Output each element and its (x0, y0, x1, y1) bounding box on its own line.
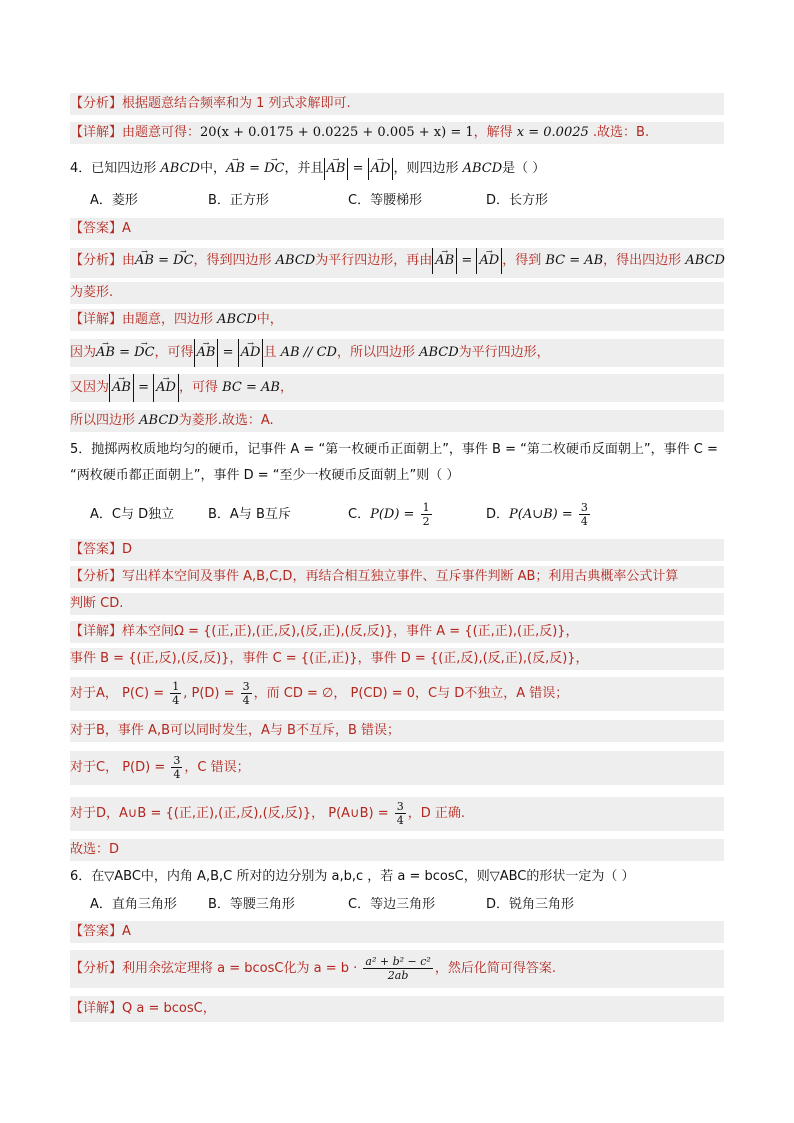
abs-vector-ad: → AD (476, 248, 502, 274)
q4-detail-3b: ，可得 (178, 380, 223, 395)
q3-detail-line (70, 122, 724, 144)
q5-stem-1: 5．抛掷两枚质地均匀的硬币，记事件 A = “第一枚硬币正面朝上”，事件 B = “第二枚硬币反面朝上”，事件 C = (70, 442, 718, 457)
q4-stem-end: 是（ ） (502, 161, 546, 176)
frac-den: 4 (242, 694, 250, 707)
q4-bc-eq-ab: BC = AB (222, 380, 280, 395)
q6-stem: 6．在▽ABC中，内角 A,B,C 所对的边分别为 a,b,c ，若 a = bcosC，则▽ABC的形状一定为（ ） (70, 869, 635, 884)
frac-den: 2ab (387, 969, 409, 982)
analysis-tag: 【分析】 (70, 96, 123, 111)
q4-stem-mid2: ，并且 (284, 161, 324, 176)
q4-quad: ABCD (160, 161, 200, 176)
frac-den: 4 (172, 694, 180, 707)
q5-detail-line4 (70, 720, 724, 742)
q5-detail-1: 样本空间Ω = {(正,正),(正,反),(反,正),(反,反)}，事件 A = {(正,正),(正,反)}， (122, 624, 579, 639)
q4-analysis-3: 为平行四边形，再由 (315, 253, 433, 268)
abs-vector-ad: → AD (153, 374, 179, 402)
q4-quad: ABCD (139, 413, 179, 428)
q4-options (90, 190, 710, 212)
fraction-one-half (421, 501, 432, 528)
q4-detail-2b: ，可得 (154, 345, 194, 360)
q5-option-a[interactable]: A．C与 D独立 (90, 507, 175, 522)
abs-vector-ad: → AD (368, 158, 394, 180)
q5-option-d-pre: D． (486, 507, 510, 522)
frac-den: 4 (396, 814, 404, 827)
q6-option-b[interactable]: B．等腰三角形 (208, 897, 295, 912)
detail-tag: 【详解】 (70, 312, 123, 327)
q5-detail-6a: 对于D，A∪B = {(正,正),(正,反),(反,反)}， P(A∪B) = (70, 806, 393, 821)
q4-analysis-5: ，得出四边形 (603, 253, 686, 268)
abs-vector-ab: → AB (324, 158, 349, 180)
q3-detail-text2: ，解得 (473, 125, 517, 140)
q6-option-a[interactable]: A．直角三角形 (90, 897, 177, 912)
q3-analysis-line (70, 93, 724, 115)
detail-tag: 【详解】 (70, 624, 123, 639)
q3-detail-expr: 20(x + 0.0175 + 0.0225 + 0.005 + x) = 1 (200, 125, 474, 140)
q5-option-d-expr: P(A∪B) = (509, 507, 577, 522)
fraction-cosine-rule (363, 955, 432, 982)
frac-num: a² + b² − c² (365, 955, 431, 968)
frac-den: 4 (580, 515, 588, 528)
q4-detail-2d: ，所以四边形 (336, 345, 420, 360)
q4-detail-line (70, 309, 724, 331)
q5-detail-3c: ，而 CD = ∅， P(CD) = 0，C与 D不独立，A 错误； (253, 686, 569, 701)
q6-option-c[interactable]: C．等边三角形 (348, 897, 436, 912)
q4-option-a[interactable]: A．菱形 (90, 193, 138, 208)
abs-vector-ab: → AB (109, 374, 134, 402)
frac-num: 1 (172, 680, 180, 693)
q4-option-d[interactable]: D．长方形 (486, 193, 549, 208)
q4-answer: A (122, 221, 131, 236)
frac-den: 2 (422, 515, 430, 528)
q5-detail-4: 对于B，事件 A,B可以同时发生，A与 B不互斥，B 错误； (70, 723, 400, 738)
q5-option-b[interactable]: B．A与 B互斥 (208, 507, 291, 522)
q5-detail-7: 故选：D (70, 842, 120, 857)
analysis-tag: 【分析】 (70, 569, 123, 584)
q4-stem (70, 158, 724, 180)
q5-analysis-line2 (70, 593, 724, 615)
q5-analysis-2: 判断 CD. (70, 596, 124, 611)
q4-analysis-line2 (70, 282, 724, 304)
fraction-one-quarter (170, 680, 181, 707)
q6-answer: A (122, 924, 131, 939)
q4-detail-4b: 为菱形.故选：A. (178, 413, 274, 428)
q4-detail-line2 (70, 339, 724, 367)
q5-option-c-pre: C． (348, 507, 371, 522)
equals-sign: = (133, 380, 154, 395)
q4-option-c[interactable]: C．等腰梯形 (348, 193, 423, 208)
q4-detail-3c: ， (279, 380, 293, 395)
q3-analysis-text: 根据题意结合频率和为 1 列式求解即可. (122, 96, 351, 111)
vector-dc: → DC (173, 248, 193, 274)
q3-detail-text3: .故选：B. (588, 125, 650, 140)
abs-vector-ab: → AB (432, 248, 457, 274)
q4-answer-line (70, 218, 724, 240)
q5-detail-line3 (70, 677, 724, 711)
abs-vector-ad: → AD (238, 339, 264, 367)
fraction-three-quarters (241, 680, 252, 707)
q5-detail-5b: ，C 错误； (184, 760, 250, 775)
q4-quad: ABCD (217, 312, 257, 327)
q5-options (90, 498, 710, 532)
q4-detail-4a: 所以四边形 (70, 413, 140, 428)
q5-detail-line5 (70, 751, 724, 785)
fraction-three-quarters (579, 501, 590, 528)
q6-analysis-2: ，然后化简可得答案. (434, 961, 556, 976)
abs-vector-ab: → AB (194, 339, 219, 367)
analysis-tag: 【分析】 (70, 961, 123, 976)
q4-detail-1b: 中， (256, 312, 283, 327)
q4-detail-line3 (70, 374, 724, 402)
q4-stem-pre: 4．已知四边形 (70, 161, 161, 176)
q5-detail-line1 (70, 621, 724, 643)
q4-stem-mid: 中， (199, 161, 226, 176)
q4-detail-2c: 且 (263, 345, 281, 360)
answer-tag: 【答案】 (70, 221, 123, 236)
equals-sign: = (457, 253, 477, 268)
q5-detail-5a: 对于C， P(D) = (70, 760, 170, 775)
vector-ab: → AB (135, 248, 154, 274)
q6-detail-1: Q a = bcosC， (122, 1001, 216, 1016)
detail-tag: 【详解】 (70, 125, 123, 140)
vector-dc: → DC (134, 339, 154, 367)
fraction-three-quarters (171, 754, 182, 781)
q5-detail-2: 事件 B = {(正,反),(反,反)}，事件 C = {(正,正)}，事件 D = {(正,反),(反,正),(反,反)}， (70, 651, 589, 666)
q3-detail-expr2: x = 0.0025 (516, 125, 589, 140)
equals-sign: = (244, 161, 265, 176)
analysis-tag: 【分析】 (70, 253, 123, 268)
frac-num: 3 (173, 754, 181, 767)
q5-stem-2: “两枚硬币都正面朝上”，事件 D = “至少一枚硬币反面朝上”则（ ） (70, 468, 460, 483)
frac-num: 1 (422, 501, 430, 514)
vector-ab: → AB (96, 339, 115, 367)
q4-quad: ABCD (275, 253, 316, 268)
answer-tag: 【答案】 (70, 542, 123, 557)
q4-quad: ABCD (685, 253, 725, 268)
q4-quad: ABCD (419, 345, 459, 360)
q5-detail-line2 (70, 648, 724, 670)
frac-num: 3 (580, 501, 588, 514)
q5-answer-line (70, 539, 724, 561)
q5-analysis-line (70, 566, 724, 588)
q5-detail-line6 (70, 797, 724, 831)
q5-detail-6b: ，D 正确. (407, 806, 466, 821)
frac-den: 4 (173, 768, 181, 781)
q5-detail-3a: 对于A， P(C) = (70, 686, 169, 701)
equals-sign: = (218, 345, 238, 360)
q4-detail-2e: 为平行四边形， (458, 345, 550, 360)
q5-option-c[interactable] (348, 498, 486, 532)
equals-sign: = (114, 345, 135, 360)
q4-detail-3a: 又因为 (70, 380, 110, 395)
answer-tag: 【答案】 (70, 924, 123, 939)
q4-analysis-1: 由 (122, 253, 136, 268)
q6-options (90, 894, 710, 916)
q4-detail-line4 (70, 410, 724, 432)
q6-answer-line (70, 921, 724, 943)
q4-option-b[interactable]: B．正方形 (208, 193, 269, 208)
vector-dc: → DC (264, 158, 284, 180)
q5-analysis-1: 写出样本空间及事件 A,B,C,D，再结合相互独立事件、互斥事件判断 AB；利用古典概率公式计算 (122, 569, 679, 584)
fraction-three-quarters (395, 800, 406, 827)
q4-analysis-2: ，得到四边形 (193, 253, 276, 268)
q5-answer: D (122, 542, 133, 557)
vector-ab: → AB (226, 158, 245, 180)
q4-analysis-6: 为菱形. (70, 285, 114, 300)
q6-option-d[interactable]: D．锐角三角形 (486, 897, 575, 912)
q4-quad: ABCD (462, 161, 503, 176)
q5-option-c-expr: P(D) = (370, 507, 419, 522)
frac-num: 3 (242, 680, 250, 693)
q6-detail-line (70, 996, 724, 1022)
q4-ab-par-cd: AB // CD (280, 345, 337, 360)
q6-analysis-line (70, 950, 724, 988)
equals-sign: = (348, 161, 368, 176)
q4-detail-1: 由题意，四边形 (122, 312, 218, 327)
q4-stem-post: ，则四边形 (393, 161, 463, 176)
equals-sign: = (153, 253, 174, 268)
q4-analysis-line (70, 248, 724, 278)
q3-detail-text: 由题意可得： (122, 125, 201, 140)
q6-analysis-1: 利用余弦定理将 a = bcosC化为 a = b · (122, 961, 362, 976)
q4-bc-eq-ab: BC = AB (545, 253, 604, 268)
q5-detail-3b: , P(D) = (183, 686, 239, 701)
q4-detail-2a: 因为 (70, 345, 97, 360)
q4-analysis-4: ，得到 (502, 253, 546, 268)
detail-tag: 【详解】 (70, 1001, 123, 1016)
frac-num: 3 (396, 800, 404, 813)
q5-option-d[interactable] (486, 498, 592, 532)
q5-detail-line7 (70, 839, 724, 861)
